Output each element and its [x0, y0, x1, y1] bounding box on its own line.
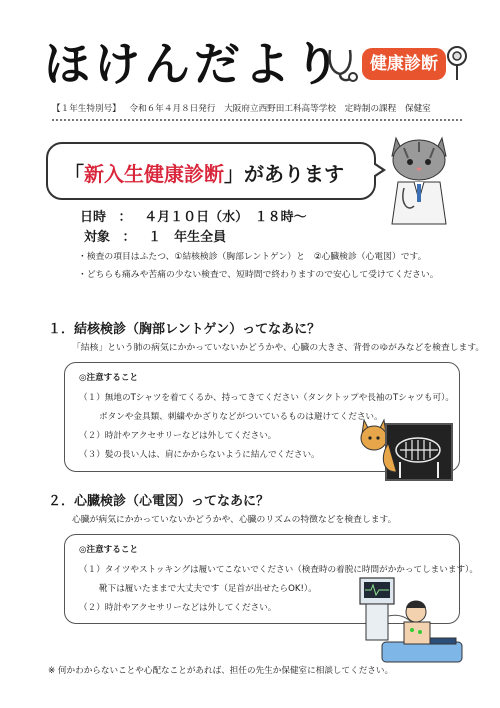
- footer-note: ※ 何かわからないことや心配なことがあれば、担任の先生か保健室に相談してください。: [48, 666, 394, 676]
- newsletter-title: ほけんだより: [44, 37, 344, 91]
- course-name: 定時制の課程: [344, 104, 397, 114]
- exam-target: 対象 ： １ 年生全員: [84, 230, 227, 245]
- list-item: ・ どちらも痛みや苦痛の少ない検査で、短時間で終わりますので安心して受けてください。: [78, 266, 468, 284]
- headline-main: 新入生健康診断: [84, 162, 224, 186]
- issue-label: 【１年生特別号】: [52, 104, 121, 114]
- notes-heading: ◎注意すること: [79, 373, 139, 383]
- issue-date: 令和６年４月８日発行: [129, 104, 216, 114]
- issue-info: [52, 102, 472, 114]
- school-name: 大阪府立西野田工科高等学校: [224, 104, 336, 114]
- list-item: （２）時計やアクセサリーなどは外してください。: [79, 603, 277, 613]
- office-name: 保健室: [404, 104, 431, 114]
- list-item: （１）無地のTシャツを着てくるか、持ってきてください（タンクトップや長袖のTシャツも可）。: [79, 393, 454, 403]
- list-item: （３）髪の長い人は、肩にかからないように結んでください。: [79, 450, 320, 460]
- list-item: 靴下は履いたままで大丈夫です（足首が出せたらOK!）。: [99, 584, 317, 594]
- section-title-tuberculosis: １．結核検診（胸部レントゲン）ってなあに？: [48, 322, 321, 337]
- cat-doctor-illustration: [384, 128, 454, 226]
- list-item: （２）時計やアクセサリーなどは外してください。: [79, 431, 277, 441]
- headline: 「新入生健康診断」があります: [64, 162, 344, 186]
- exam-datetime: 日時 ： ４月１０日（水） １８時～: [80, 210, 307, 225]
- notes-heading: ◎注意すること: [79, 545, 139, 555]
- xray-cat-illustration: [360, 406, 460, 484]
- exam-bullets: [78, 248, 468, 284]
- list-item: ボタンや金具類、刺繍やかざりなどがついているものは避けてください。: [99, 412, 383, 422]
- headline-tail: があります: [244, 162, 344, 186]
- stethoscope-icon: [322, 46, 362, 86]
- section-desc-ecg: 心臓が病気にかかっていないかどうかや、心臓のリズムの特徴などを検査します。: [72, 515, 397, 525]
- section-desc-tuberculosis: 「結核」という肺の病気にかかっていないかどうかや、心臓の大きさ、背骨のゆがみなどを検査します。: [72, 343, 485, 353]
- masthead: [44, 34, 464, 98]
- divider: [52, 119, 462, 121]
- headline-callout: [46, 142, 376, 200]
- section-title-ecg: ２．心臓検診（心電図）ってなあに？: [48, 494, 270, 509]
- list-item: （１）タイツやストッキングは履いてこないでください（検査時の着脱に時間がかかってしまいます）。: [79, 565, 478, 575]
- health-checkup-badge: 健康診断: [362, 48, 446, 80]
- stethoscope-head-icon: [444, 44, 470, 84]
- list-item: ・ 検査の項目はふたつ、①結核検診（胸部レントゲン）と ②心臓検診（心電図）です。: [78, 248, 468, 266]
- ecg-patient-illustration: [356, 572, 466, 668]
